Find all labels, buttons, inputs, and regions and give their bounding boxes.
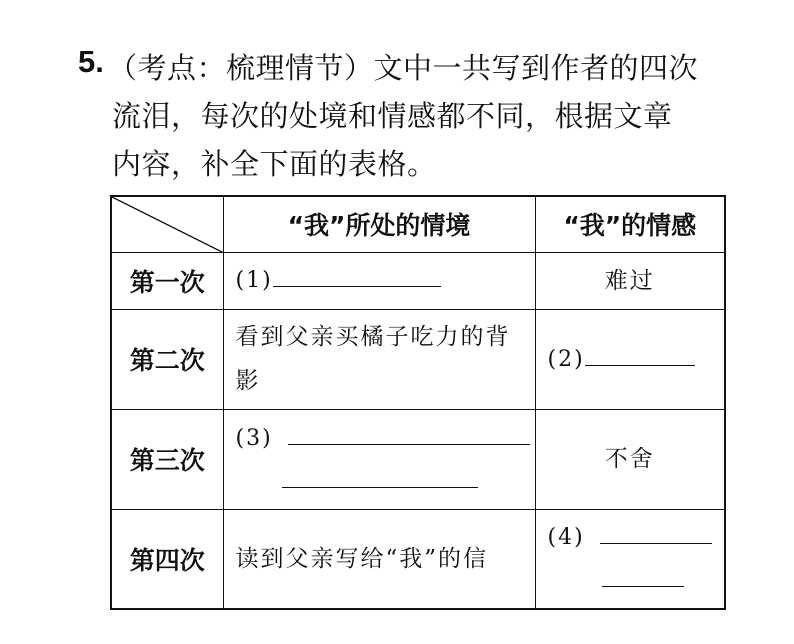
question-text-line-2: 流泪，每次的处境和情感都不同，根据文章 bbox=[112, 99, 673, 133]
answer-blank-2[interactable] bbox=[585, 343, 695, 366]
row-2-emotion bbox=[535, 309, 725, 409]
answer-blank-4a[interactable] bbox=[600, 521, 712, 544]
question-number: 5. bbox=[78, 44, 104, 79]
diagonal-header-cell bbox=[111, 196, 223, 252]
question-text-line-1: （考点：梳理情节）文中一共写到作者的四次 bbox=[108, 51, 699, 85]
row-label-4: 第四次 bbox=[111, 509, 223, 609]
blank-number-3: (3) bbox=[235, 425, 273, 451]
blank-number-4: (4) bbox=[547, 525, 585, 551]
answer-blank-4b[interactable] bbox=[602, 564, 684, 587]
answer-blank-3a[interactable] bbox=[288, 422, 530, 445]
row-3-emotion: 不舍 bbox=[535, 409, 725, 509]
blank-number-1: (1) bbox=[235, 268, 273, 293]
row-2-situation: 看到父亲买橘子吃力的背影 bbox=[223, 309, 535, 409]
row-label-2: 第二次 bbox=[111, 309, 223, 409]
blank-number-2: (2) bbox=[547, 346, 585, 372]
header-situation: “我”所处的情境 bbox=[223, 196, 535, 252]
answer-blank-3b[interactable] bbox=[282, 465, 478, 488]
row-label-3: 第三次 bbox=[111, 409, 223, 509]
answer-table bbox=[110, 195, 726, 610]
row-3-situation bbox=[223, 409, 535, 509]
row-1-situation bbox=[223, 252, 535, 309]
answer-blank-1[interactable] bbox=[273, 264, 441, 287]
question-text-line-3: 内容，补全下面的表格。 bbox=[112, 147, 437, 181]
row-4-situation: 读到父亲写给“我”的信 bbox=[223, 509, 535, 609]
row-label-1: 第一次 bbox=[111, 252, 223, 309]
row-1-emotion: 难过 bbox=[535, 252, 725, 309]
header-emotion: “我”的情感 bbox=[535, 196, 725, 252]
row-4-emotion bbox=[535, 509, 725, 609]
diagonal-line bbox=[112, 197, 224, 253]
